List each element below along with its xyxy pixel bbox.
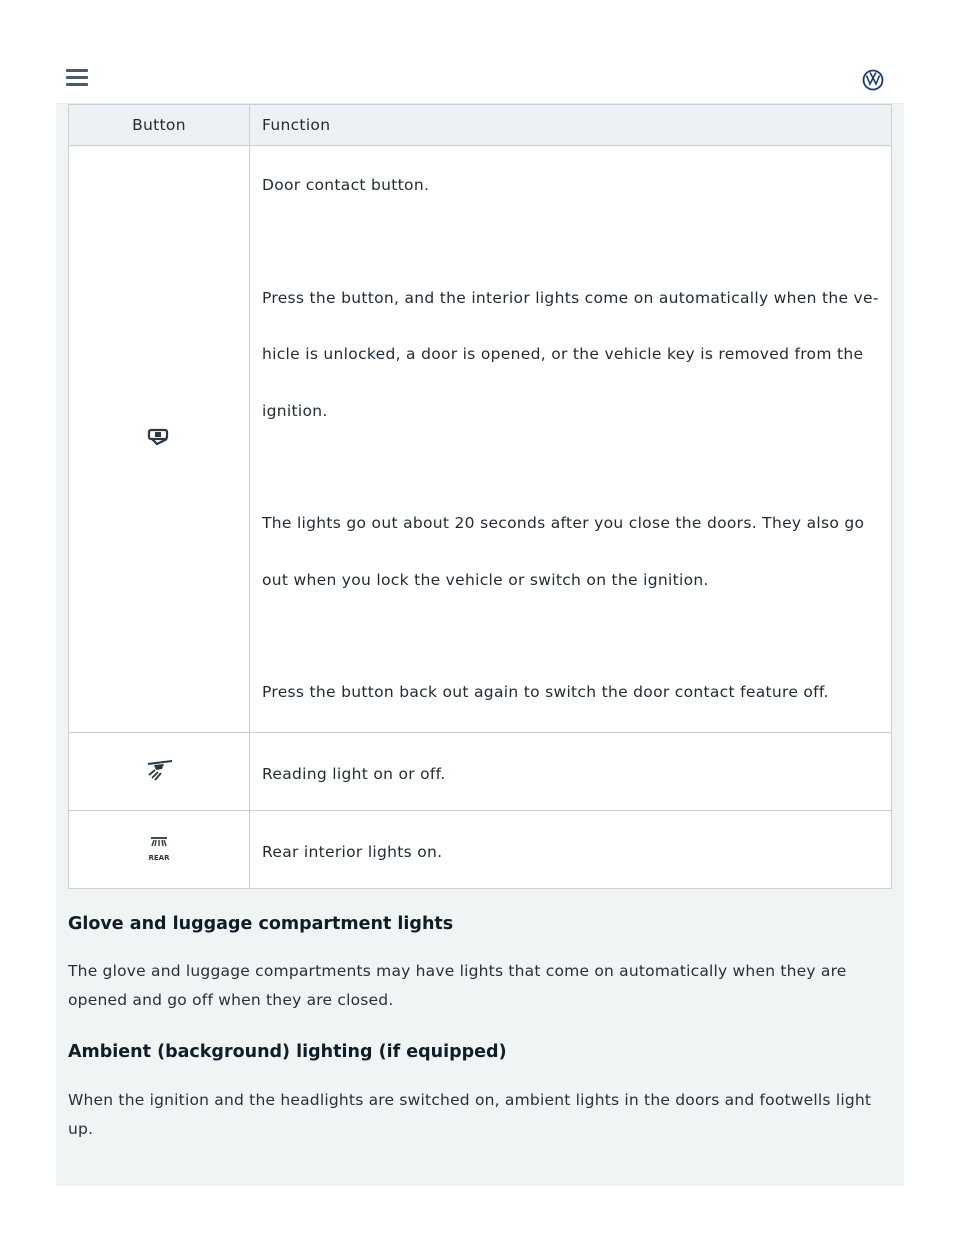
table-row [69, 146, 892, 733]
table-row [69, 733, 892, 811]
top-bar [56, 55, 904, 104]
vw-logo-icon[interactable] [862, 69, 884, 91]
function-text: Reading light on or off. [262, 764, 446, 783]
function-cell [250, 811, 892, 889]
function-paragraph: Press the button back out again to switch the door contact feature off. [262, 683, 829, 702]
function-paragraph: ignition. [262, 401, 328, 420]
section-heading: Ambient (background) lighting (if equipped) [68, 1042, 507, 1062]
icon-cell [69, 811, 250, 889]
reading-light-icon [144, 759, 174, 781]
function-text: Rear interior lights on. [262, 842, 443, 861]
door-contact-icon [146, 427, 172, 447]
column-header-function: Function [250, 105, 892, 146]
function-paragraph: hicle is unlocked, a door is opened, or the vehicle key is removed from the [262, 345, 864, 364]
function-paragraph: The lights go out about 20 seconds after you close the doors. They also go [262, 514, 865, 533]
function-paragraph: Door contact button. [262, 176, 430, 195]
function-paragraph: out when you lock the vehicle or switch on the ignition. [262, 570, 709, 589]
section-body: When the ignition and the headlights are switched on, ambient lights in the doors and footwells light up. [68, 1091, 872, 1138]
function-cell [250, 733, 892, 811]
hamburger-menu-icon[interactable] [66, 69, 88, 87]
icon-cell [69, 146, 250, 733]
function-cell [250, 146, 892, 733]
rear-interior-light-icon [148, 836, 170, 864]
table-row [69, 811, 892, 889]
section-body: The glove and luggage compartments may have lights that come on automatically when they are opened and go off when they are closed. [68, 962, 847, 1009]
section-heading: Glove and luggage compartment lights [68, 914, 454, 934]
rear-icon-label: REAR [148, 853, 170, 862]
function-paragraph: Press the button, and the interior lights come on automatically when the ve- [262, 288, 879, 307]
button-function-table [68, 104, 892, 889]
manual-content [56, 104, 904, 1186]
column-header-button: Button [69, 105, 250, 146]
icon-cell [69, 733, 250, 811]
